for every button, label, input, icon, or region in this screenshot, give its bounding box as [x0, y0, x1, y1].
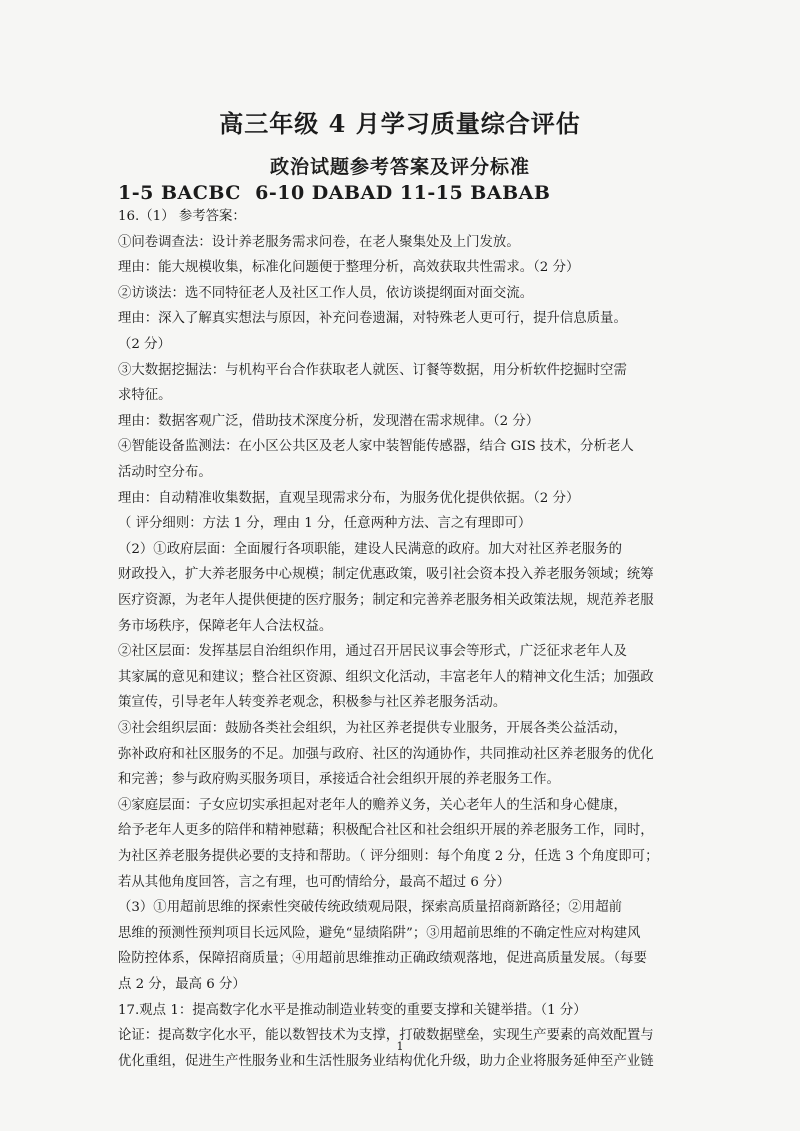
text-line: 17.观点 1：提高数字化水平是推动制造业转变的重要支撑和关键举措。（1 分）: [118, 1002, 587, 1018]
text-line: 和完善；参与政府购买服务项目，承接适合社会组织开展的养老服务工作。: [118, 772, 560, 788]
text-line: 务市场秩序，保障老年人合法权益。: [118, 618, 333, 634]
text-line: ②社区层面：发挥基层自治组织作用，通过召开居民议事会等形式，广泛征求老年人及: [118, 644, 627, 660]
text-line: 16.（1） 参考答案：: [118, 209, 246, 224]
text-line: 弥补政府和社区服务的不足。加强与政府、社区的沟通协作，共同推动社区养老服务的优化: [118, 746, 654, 762]
multiple-choice-answers: 1-5 BACBC 6-10 DABAD 11-15 BABAB: [118, 182, 551, 204]
text-line: ③社会组织层面：鼓励各类社会组织，为社区养老提供专业服务，开展各类公益活动，: [118, 721, 627, 736]
text-line: 医疗资源，为老年人提供便捷的医疗服务；制定和完善养老服务相关政策法规，规范养老服: [118, 593, 654, 608]
text-line: 理由：深入了解真实想法与原因，补充问卷遗漏，对特殊老人更可行，提升信息质量。: [118, 311, 627, 327]
text-line: 点 2 分，最高 6 分）: [118, 977, 246, 992]
text-line: 理由：能大规模收集，标准化问题便于整理分析，高效获取共性需求。（2 分）: [118, 260, 580, 276]
document-subtitle: 政治试题参考答案及评分标准: [269, 156, 530, 178]
text-line: 优化重组，促进生产性服务业和生活性服务业结构优化升级，助力企业将服务延伸至产业链: [118, 1053, 654, 1069]
text-line: 其家属的意见和建议；整合社区资源、组织文化活动，丰富老年人的精神文化生活；加强政: [118, 669, 654, 685]
text-line: 论证：提高数字化水平，能以数智技术为支撑，打破数据壁垒，实现生产要素的高效配置与: [118, 1028, 654, 1044]
text-line: 策宣传，引导老年人转变养老观念，积极参与社区养老服务活动。: [118, 695, 507, 711]
text-line: （2 分）: [118, 337, 171, 352]
text-line: 思维的预测性预判项目长远风险，避免“显绩陷阱”；③用超前思维的不确定性应对构建风: [118, 925, 641, 941]
text-line: 为社区养老服务提供必要的支持和帮助。（ 评分细则：每个角度 2 分，任选 3 个角度即可；: [118, 849, 659, 864]
text-line: 理由：数据客观广泛，借助技术深度分析，发现潜在需求规律。（2 分）: [118, 413, 540, 429]
text-line: ②访谈法：选不同特征老人及社区工作人员，依访谈提纲面对面交流。: [118, 285, 534, 301]
text-line: 理由：自动精准收集数据，直观呈现需求分布，为服务优化提供依据。（2 分）: [118, 490, 580, 506]
text-line: ④智能设备监测法：在小区公共区及老人家中装智能传感器，结合 GIS 技术，分析老人: [118, 439, 634, 455]
text-line: 求特征。: [118, 388, 172, 404]
text-line: 给予老年人更多的陪伴和精神慰藉；积极配合社区和社会组织开展的养老服务工作，同时，: [118, 823, 654, 839]
text-line: ③大数据挖掘法：与机构平台合作获取老人就医、订餐等数据，用分析软件挖掘时空需: [118, 362, 627, 378]
document-title: 高三年级 4 月学习质量综合评估: [219, 109, 581, 138]
text-line: 若从其他角度回答，言之有理，也可酌情给分，最高不超过 6 分）: [118, 874, 510, 890]
text-line: 险防控体系，保障招商质量；④用超前思维推动正确政绩观落地，促进高质量发展。（每要: [118, 951, 647, 967]
text-line: （2）①政府层面：全面履行各项职能，建设人民满意的政府。加大对社区养老服务的: [118, 541, 622, 557]
text-line: 财政投入，扩大养老服务中心规模；制定优惠政策，吸引社会资本投入养老服务领域；统筹: [118, 567, 654, 583]
text-line: （ 评分细则：方法 1 分，理由 1 分，任意两种方法、言之有理即可）: [118, 516, 532, 532]
text-line: ④家庭层面：子女应切实承担起对老年人的赡养义务，关心老年人的生活和身心健康，: [118, 797, 627, 813]
page-number: 1: [396, 1040, 404, 1053]
text-line: （3）①用超前思维的探索性突破传统政绩观局限，探索高质量招商新路径；②用超前: [118, 900, 622, 916]
text-line: 活动时空分布。: [118, 465, 212, 480]
text-line: ①问卷调查法：设计养老服务需求问卷，在老人聚集处及上门发放。: [118, 234, 520, 250]
